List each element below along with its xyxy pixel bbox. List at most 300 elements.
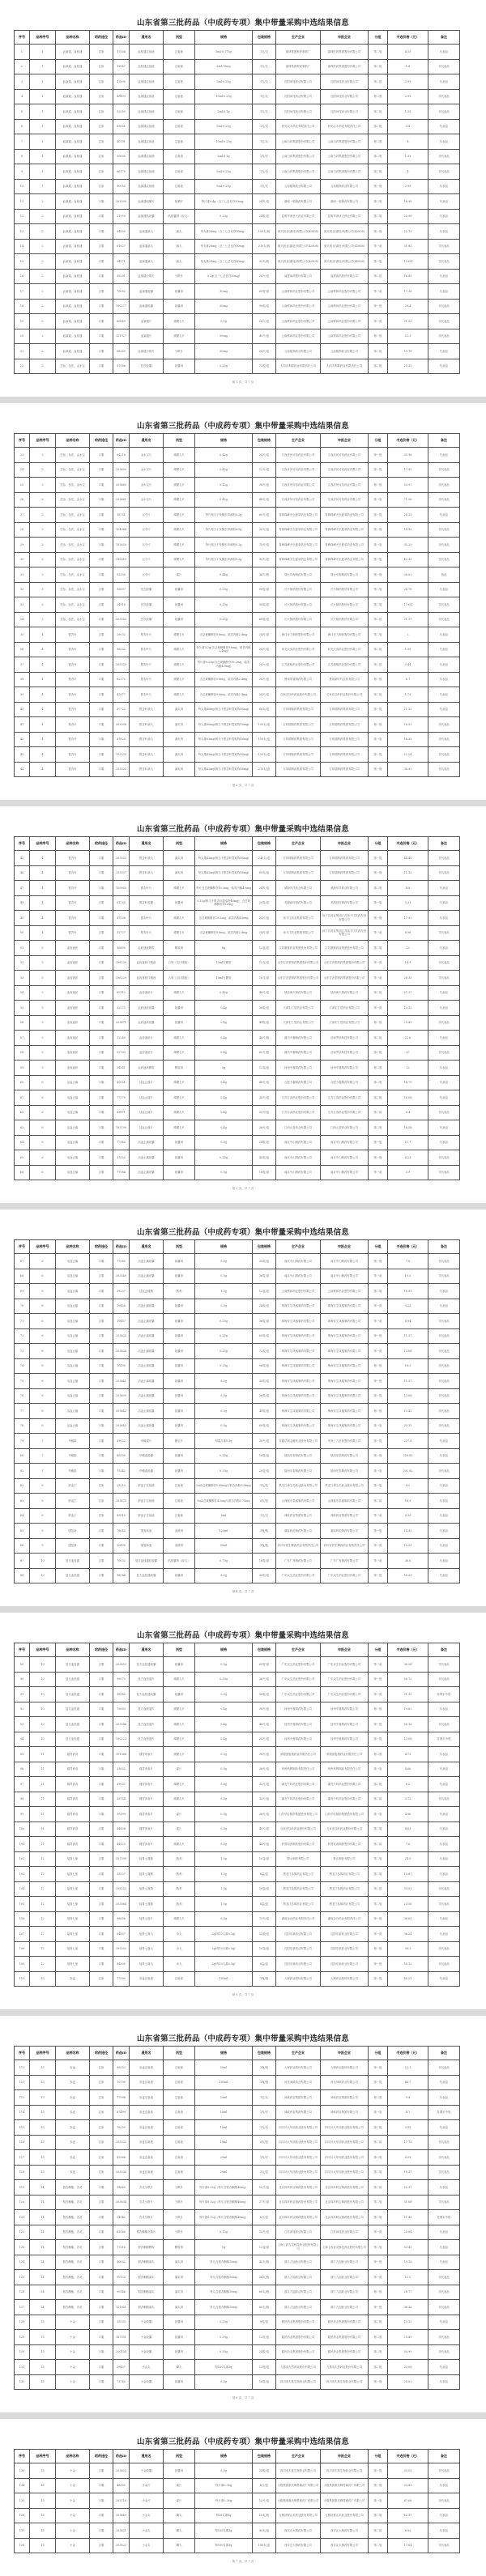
cell-variety-seq: 11 [30,1762,56,1777]
page-title: 山东省第三批药品（中成药专项）集中带量采购中选结果信息 [137,2438,349,2446]
cell-manufacturer: 珠海安生凤凰制药有限公司 [276,1388,321,1404]
cell-package: 36片/盒 [253,1762,276,1777]
table-header-row [15,31,460,45]
cell-drug-id: 84805 [113,1957,130,1972]
column-header-package: 包装规格 [253,1643,276,1657]
cell-variety-name: 血塞通、血栓通 [56,179,90,194]
cell-price: 25.98 [388,209,428,224]
cell-spec: 0.25g [195,1314,253,1329]
cell-applicant: 黑龙江珍宝岛药业股份有限公司 [321,1478,369,1494]
cell-variety-name: 华蟾素 [56,1448,90,1464]
cell-package: 24片/盒 [253,657,276,673]
cell-dosage-form: 薄膜衣片 [164,672,195,687]
column-header-variety-seq: 品种序号 [30,1643,56,1657]
table-row [15,2105,460,2120]
cell-seq: 88 [15,1568,30,1583]
cell-package: 30粒/盒 [253,1254,276,1269]
cell-remark: 代表品 [428,895,460,911]
cell-seq: 67 [15,1254,30,1269]
cell-manufacturer: 云南维和药业股份有限公司 [276,284,321,300]
cell-price: 13.88 [388,1344,428,1359]
cell-group: 第一组 [369,1358,388,1374]
cell-applicant: 仲景宛西制药股份有限公司 [321,1837,369,1852]
cell-route: 口服 [90,1165,113,1180]
cell-group: 第二组 [369,941,388,956]
cell-applicant: 黑龙江参鸽药业有限公司 [321,1881,369,1897]
cell-generic-name: 血塞通滴丸 [130,224,164,240]
cell-seq: 91 [15,1687,30,1702]
table-row [15,538,460,553]
cell-manufacturer: 海口市力制药股份有限公司 [276,627,321,643]
cell-route: 注射 [90,1508,113,1524]
cell-manufacturer: 扬州中惠制药有限公司 [276,1061,321,1076]
column-header-applicant: 申报企业 [321,434,369,448]
cell-seq: 117 [15,2150,30,2166]
document-page-6 [0,2016,486,2412]
cell-manufacturer: 浙江九旭药业有限公司 [276,2300,321,2315]
column-header-group: 分组 [369,434,388,448]
table-row [15,1269,460,1284]
cell-manufacturer: 大同市利群药业有限责任公司 [276,359,321,374]
cell-generic-name: 血栓通注射液 [130,59,164,74]
column-header-generic-name: 通用名 [130,2047,164,2060]
cell-variety-name: 血塞通、血栓通 [56,89,90,104]
column-header-remark: 备注 [428,837,460,851]
cell-variety-seq: 15 [30,2315,56,2330]
cell-generic-name: 银杏酮酯滴丸 [130,2270,164,2285]
cell-group: 第二组 [369,2240,388,2255]
cell-applicant: 朗天药业(湖北)有限公司(42808) [321,224,369,240]
cell-generic-name: 健胃消食片 [130,1837,164,1852]
cell-drug-id: 39032 [113,1434,130,1449]
cell-spec: 0.42g [195,448,253,463]
cell-applicant: 丽珠医药集团股份有限公司 [321,59,369,74]
cell-seq: 138 [15,2538,30,2553]
cell-route: 口服 [90,224,113,240]
cell-dosage-form: 分散片 [164,2195,195,2210]
cell-price: 19.62 [388,1702,428,1717]
cell-price: 11.48 [388,2210,428,2225]
cell-variety-seq: 4 [30,732,56,747]
cell-applicant: 天津宏仁堂药业有限公司 [321,1015,369,1031]
cell-variety-seq: 3 [30,567,56,583]
cell-remark: 代表品 [428,1807,460,1822]
cell-dosage-form: 滴丸 [164,239,195,254]
cell-dosage-form: 胶囊剂 [164,2330,195,2345]
cell-group: 第二组 [369,2135,388,2150]
cell-dosage-form: 薄膜衣片 [164,687,195,703]
cell-price: 292.02 [388,1464,428,1479]
cell-price: 7.6 [388,1837,428,1852]
cell-generic-name: 活血止痛胶囊 [130,1328,164,1344]
cell-variety-name: 活血止痛 [56,1075,90,1090]
cell-route: 口服 [90,2180,113,2196]
cell-seq: 73 [15,1344,30,1359]
cell-drug-id: 37538 [113,911,130,926]
cell-seq: 78 [15,1418,30,1434]
cell-manufacturer: 广东广发制药有限公司 [276,1554,321,1569]
cell-seq: 98 [15,1792,30,1807]
cell-price: 1.73 [388,687,428,703]
cell-generic-name: 活血止痛胶囊 [130,1135,164,1150]
cell-applicant: 朗天药业(湖北)有限公司(42808) [321,239,369,254]
cell-variety-seq: 4 [30,881,56,896]
cell-manufacturer: 贵州科辉制药有限责任公司 [276,1762,321,1777]
cell-spec: 0.4g [195,1031,253,1046]
cell-variety-seq: 2 [30,209,56,224]
page-number: 第 4 页，共 7 页 [232,1590,254,1593]
cell-price: 46.7 [388,2075,428,2090]
cell-drug-id: 190223 [113,1732,130,1747]
cell-manufacturer: 九寨沟天然药业股份有限公司 [276,2360,321,2375]
cell-manufacturer: 陕西东泰制药有限公司 [276,1448,321,1464]
cell-remark: 代表品 [428,881,460,896]
cell-manufacturer: 青海珠峰冬虫夏草药业有限公司 [276,538,321,553]
cell-seq: 108 [15,1941,30,1957]
cell-dosage-form: 薄膜衣片 [164,492,195,508]
cell-remark: 非代表品 [428,2285,460,2300]
cell-variety-seq: 13 [30,2135,56,2150]
cell-variety-name: 小金 [56,2508,90,2523]
cell-applicant: 大同市利群药业有限责任公司 [321,359,369,374]
cell-seq: 79 [15,1434,30,1449]
cell-manufacturer: 珠海安生凤凰制药有限公司 [276,1314,321,1329]
cell-package: 18粒/盒 [253,1448,276,1464]
cell-route: 注射 [90,1971,113,1987]
cell-variety-seq: 2 [30,284,56,300]
cell-dosage-form: 胶囊剂 [164,1328,195,1344]
cell-seq: 102 [15,1851,30,1867]
document-page-5 [0,1613,486,2009]
cell-remark: 非代表品 [428,1388,460,1404]
column-header-route: 给药途径 [90,2450,113,2463]
cell-package: 1瓶/瓶 [253,2075,276,2090]
cell-variety-seq: 15 [30,2478,56,2493]
cell-remark: 非代表品 [428,104,460,120]
cell-applicant: 陕西海天制药有限公司 [321,985,369,1001]
cell-route: 口服 [90,2255,113,2270]
cell-package: 210丸/瓶 [253,239,276,254]
cell-price: 23.13 [388,1418,428,1434]
cell-price: 4 [388,134,428,150]
cell-seq: 97 [15,1777,30,1792]
table-row [15,1732,460,1747]
cell-manufacturer: 珠海安生凤凰制药有限公司 [276,1418,321,1434]
table-row [15,1508,460,1524]
cell-dosage-form: 薄膜衣片 [164,522,195,538]
cell-spec: 每100丸重3g [195,2523,253,2539]
cell-applicant: 南京中山制药有限公司 [321,1165,369,1180]
table-row [15,2060,460,2076]
cell-price: 4.7 [388,2105,428,2120]
cell-group: 第一组 [369,672,388,687]
cell-generic-name: 金水宝片 [130,448,164,463]
cell-price: 9.25 [388,1299,428,1314]
cell-route: 口服 [90,552,113,567]
cell-seq: 103 [15,1867,30,1882]
page-title: 山东省第三批药品（中成药专项）集中带量采购中选结果信息 [137,1631,349,1640]
cell-seq: 25 [15,478,30,493]
cell-package: 40粒/盒 [253,1404,276,1419]
table-row [15,119,460,134]
column-header-variety-seq: 品种序号 [30,2047,56,2060]
cell-variety-name: 血塞通、血栓通 [56,74,90,90]
cell-generic-name: 杏灵分散片 [130,2180,164,2196]
cell-seq: 62 [15,1105,30,1120]
cell-route: 口服 [90,1075,113,1090]
cell-generic-name: 活血止痛散 [130,1284,164,1299]
cell-seq: 112 [15,2075,30,2090]
cell-seq: 14 [15,239,30,254]
cell-variety-name: 活血止痛 [56,1165,90,1180]
cell-group: 第一组 [369,224,388,240]
cell-generic-name: 百令片 [130,552,164,567]
cell-seq: 30 [15,552,30,567]
table-header-row [15,837,460,851]
cell-generic-name: 接骨七厘散 [130,1881,164,1897]
cell-applicant: 湖北午时药业股份有限公司 [321,1792,369,1807]
cell-dosage-form: 胶囊剂 [164,1388,195,1404]
cell-applicant: 浙江九旭药业有限公司 [321,2255,369,2270]
column-header-route: 给药途径 [90,1643,113,1657]
cell-manufacturer: 石家庄以岭药业股份有限公司 [276,687,321,703]
cell-applicant: 江西山香药业有限公司 [321,1120,369,1136]
cell-group: 第一组 [369,1434,388,1449]
cell-route: 口服 [90,1927,113,1942]
cell-manufacturer: 广东众生药业股份有限公司 [276,1687,321,1702]
cell-variety-name: 参麦 [56,2120,90,2136]
cell-spec: 0.5g [195,1821,253,1837]
cell-generic-name: 活血止痛胶囊 [130,1404,164,1419]
cell-drug-id: 94571 [113,254,130,270]
cell-drug-id: 65080 [113,2225,130,2240]
cell-dosage-form: 薄膜衣片 [164,329,195,344]
cell-drug-id: 44123 [113,1837,130,1852]
cell-variety-name: 银杏叶 [56,851,90,866]
cell-dosage-form: 水丸 [164,1941,195,1957]
cell-price: 1.33 [388,104,428,120]
cell-generic-name: 复方血栓通片 [130,1717,164,1732]
cell-remark: 非代表品 [428,492,460,508]
table-row [15,2135,460,2150]
table-row [15,1358,460,1374]
cell-generic-name: 银杏叶滴丸 [130,702,164,717]
table-row [15,1672,460,1687]
column-header-dosage-form: 剂型 [164,1240,195,1254]
cell-seq: 17 [15,284,30,300]
cell-remark: 非代表品 [428,1897,460,1912]
cell-seq: 99 [15,1807,30,1822]
cell-variety-name: 血塞通、血栓通 [56,329,90,344]
cell-route: 口服 [90,732,113,747]
cell-remark: 代表品 [428,1299,460,1314]
cell-seq: 12 [15,209,30,224]
cell-package: 36粒/盒 [253,1001,276,1016]
cell-price: 22.24 [388,747,428,763]
cell-spec: 0.35g [195,1672,253,1687]
cell-route: 口服 [90,2270,113,2285]
cell-manufacturer: 万邦德制药集团有限公司 [276,762,321,777]
cell-group: 第二组 [369,1747,388,1762]
cell-route: 口服 [90,1911,113,1927]
cell-drug-id: 92709 [113,1045,130,1061]
cell-spec: 每片重0.36g [195,2493,253,2509]
cell-spec: 每100丸重3g [195,2538,253,2553]
column-header-group: 分组 [369,2047,388,2060]
cell-dosage-form: 注射液 [164,1494,195,1509]
cell-seq: 34 [15,612,30,627]
table-row [15,2493,460,2509]
cell-seq: 68 [15,1269,30,1284]
cell-price: 3.55 [388,2120,428,2136]
cell-dosage-form: 胶囊剂 [164,359,195,374]
table-row [15,567,460,583]
cell-manufacturer: 珠海安生凤凰制药有限公司 [276,1328,321,1344]
cell-manufacturer: 珠海安生凤凰制药有限公司 [276,1374,321,1389]
cell-package: 1支/支 [253,45,276,60]
cell-variety-seq: 12 [30,1897,56,1912]
cell-price: 6.7 [388,672,428,687]
cell-spec: 0.25g [195,1328,253,1344]
cell-manufacturer: 沈阳东新药业有限公司 [276,1957,321,1972]
table-row [15,1478,460,1494]
cell-group: 第一组 [369,239,388,254]
cell-variety-seq: 5 [30,1001,56,1016]
cell-spec: 0.4g [195,1090,253,1106]
column-header-applicant: 申报企业 [321,31,369,45]
cell-drug-id: 68259 [113,344,130,359]
cell-manufacturer: 健民药业集团股份有限公司 [276,2330,321,2345]
cell-drug-id: 77379 [113,1090,130,1106]
cell-package: 24片/盒 [253,1732,276,1747]
cell-seq: 75 [15,1374,30,1389]
column-header-variety-seq: 品种序号 [30,2450,56,2463]
cell-package: 75片/盒 [253,538,276,553]
cell-applicant: 江苏万高药业股份有限公司 [321,1090,369,1106]
cell-price: 23.1 [388,2060,428,2076]
cell-seq: 26 [15,492,30,508]
cell-dosage-form: 胶囊剂 [164,1001,195,1016]
cell-generic-name: 活血止痛胶囊 [130,1269,164,1284]
cell-package: 30粒/盒 [253,1568,276,1583]
cell-spec: 0.4g [195,1001,253,1016]
cell-dosage-form: 注射液 [164,104,195,120]
cell-dosage-form: 素片 [164,567,195,583]
cell-seq: 52 [15,955,30,971]
cell-route: 口服 [90,2330,113,2345]
cell-remark: 非代表品 [428,1328,460,1344]
cell-applicant: 山东华信制药集团股份有限公司 [321,1807,369,1822]
cell-dosage-form: 胶囊剂 [164,612,195,627]
cell-group: 第二组 [369,657,388,673]
cell-group: 第一组 [369,284,388,300]
cell-manufacturer: 扬子江药业集团有限公司 [276,925,321,941]
cell-manufacturer: 江苏神龙药业有限公司 [276,2225,321,2240]
cell-group: 第一组 [369,1015,388,1031]
cell-manufacturer: 昆明华润圣火药业有限公司 [276,209,321,224]
cell-dosage-form: 薄膜衣片 [164,508,195,523]
cell-group: 第一组 [369,508,388,523]
cell-manufacturer: 珠海安生凤凰制药有限公司 [276,1344,321,1359]
cell-seq: 83 [15,1494,30,1509]
cell-generic-name: 活血止痛胶囊 [130,1165,164,1180]
cell-manufacturer: 北京四环科宝制药股份有限公司 [276,2195,321,2210]
cell-drug-id: 80590 [113,1448,130,1464]
cell-manufacturer: 沈阳东新药业有限公司 [276,1941,321,1957]
cell-package: 24粒/盒 [253,2463,276,2479]
cell-manufacturer: 南京中山制药有限公司 [276,1254,321,1269]
cell-package: 12片/盒 [253,2493,276,2509]
column-header-drug-id: 药品ID [113,434,130,448]
cell-group: 第一组 [369,1344,388,1359]
cell-remark: 代表品 [428,985,460,1001]
cell-remark: 非代表品 [428,1418,460,1434]
cell-generic-name: 银杏叶胶囊 [130,895,164,911]
cell-price: 28.23 [388,508,428,523]
cell-manufacturer: 扬州中惠制药有限公司 [276,1702,321,1717]
cell-variety-name: 小金 [56,2493,90,2509]
column-header-drug-id: 药品ID [113,1240,130,1254]
cell-drug-id: 99133 [113,2270,130,2285]
cell-manufacturer: 云南白药集团股份有限公司 [276,134,321,150]
cell-variety-name: 参麦 [56,1971,90,1987]
table-row [15,1344,460,1359]
cell-drug-id: 203584 [113,1717,130,1732]
cell-manufacturer: 神威药业集团有限公司 [276,1508,321,1524]
cell-generic-name: 芪芪胶囊 [130,359,164,374]
cell-variety-seq: 12 [30,1851,56,1867]
cell-route: 口服 [90,925,113,941]
cell-generic-name: 小金片 [130,2478,164,2493]
cell-price: 13.08 [388,1732,428,1747]
cell-spec: 每丸重63mg(相当于银杏叶提取物16mg) [195,732,253,747]
column-header-drug-id: 药品ID [113,31,130,45]
cell-generic-name: 参麦注射液 [130,1971,164,1987]
cell-generic-name: 参麦注射液 [130,2120,164,2136]
cell-manufacturer: 湖南科伦制药有限公司 [276,1524,321,1539]
cell-price: 33.45 [388,2240,428,2255]
cell-applicant: 南京中山制药有限公司 [321,1254,369,1269]
cell-route: 注射 [90,149,113,164]
column-header-generic-name: 通用名 [130,837,164,851]
cell-group: 第一组 [369,1717,388,1732]
cell-remark: 代表品 [428,359,460,374]
cell-group: 第二组 [369,1867,388,1882]
table-row [15,2225,460,2240]
cell-variety-seq: 8 [30,1478,56,1494]
table-row [15,1075,460,1090]
cell-dosage-form: 薄膜衣片 [164,1105,195,1120]
cell-variety-name: 血塞通、血栓通 [56,344,90,359]
cell-variety-seq: 4 [30,925,56,941]
cell-variety-seq: 4 [30,911,56,926]
cell-spec: 2ml:0.1g [195,149,253,164]
cell-group: 第一组 [369,329,388,344]
cell-group: 第二组 [369,1090,388,1106]
table-row [15,1941,460,1957]
cell-spec: 0.5g [195,1165,253,1180]
column-header-remark: 备注 [428,2047,460,2060]
cell-route: 口服 [90,1747,113,1762]
cell-variety-name: 血塞通、血栓通 [56,299,90,314]
cell-price: 19.5 [388,1269,428,1284]
cell-spec: 20ml [195,2090,253,2106]
cell-price: 53.97 [388,478,428,493]
cell-group: 第一组 [369,1568,388,1583]
column-header-package: 包装规格 [253,31,276,45]
cell-group: 第二组 [369,1792,388,1807]
cell-group: 第二组 [369,2330,388,2345]
